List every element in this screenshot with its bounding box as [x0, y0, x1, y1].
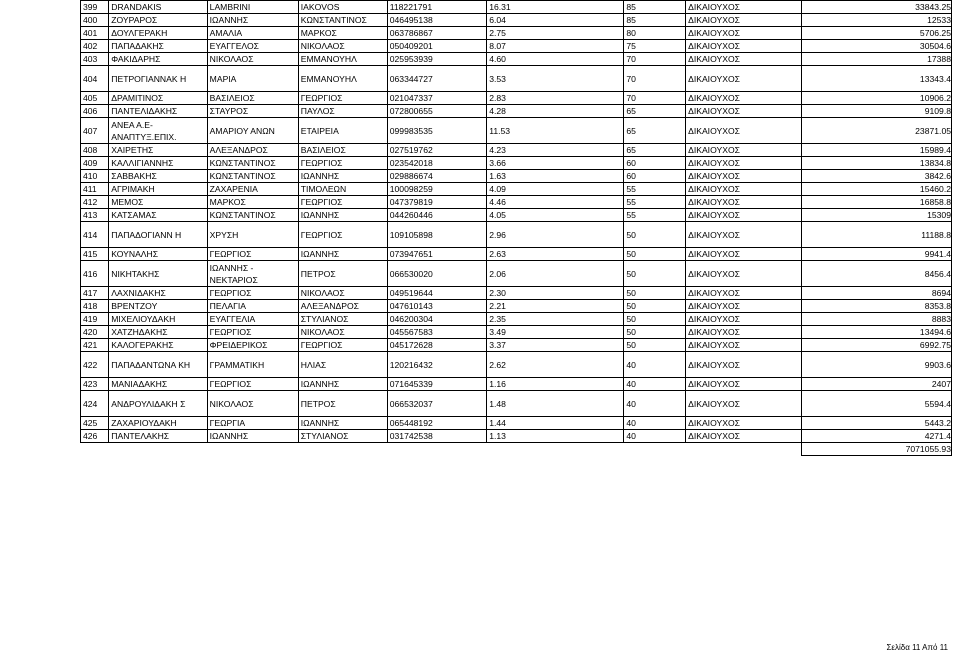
table-row	[81, 118, 952, 144]
amount-cell: 9109.8	[802, 105, 952, 118]
tax-id-cell: 118221791	[387, 1, 486, 14]
amount-cell: 33843.25	[802, 1, 952, 14]
score-cell: 3.37	[487, 339, 624, 352]
first-name-cell: ΠΕΛΑΓΙΑ	[207, 300, 298, 313]
tax-id-cell: 109105898	[387, 222, 486, 248]
total-row	[81, 443, 952, 456]
percentage-cell: 65	[624, 105, 686, 118]
table-row	[81, 352, 952, 378]
father-name-cell: ΕΜΜΑΝΟΥΗΛ	[298, 53, 387, 66]
surname-cell: ΝΙΚΗΤΑΚΗΣ	[109, 261, 207, 287]
first-name-cell: ΙΩΑΝΝΗΣ	[207, 430, 298, 443]
percentage-cell: 65	[624, 144, 686, 157]
first-name-cell: ΓΕΩΡΓΙΟΣ	[207, 248, 298, 261]
row-number: 423	[81, 378, 109, 391]
father-name-cell: ΠΕΤΡΟΣ	[298, 261, 387, 287]
tax-id-cell: 021047337	[387, 92, 486, 105]
score-cell: 4.23	[487, 144, 624, 157]
tax-id-cell: 045567583	[387, 326, 486, 339]
table-row	[81, 248, 952, 261]
blank-cell	[109, 443, 207, 456]
percentage-cell: 55	[624, 183, 686, 196]
first-name-cell: ΓΕΩΡΓΙΟΣ	[207, 326, 298, 339]
surname-cell: DRANDAKIS	[109, 1, 207, 14]
father-name-cell: ΗΛΙΑΣ	[298, 352, 387, 378]
amount-cell: 15309	[802, 209, 952, 222]
row-number: 418	[81, 300, 109, 313]
score-cell: 1.44	[487, 417, 624, 430]
status-cell: ΔΙΚΑΙΟΥΧΟΣ	[686, 261, 802, 287]
score-cell: 1.16	[487, 378, 624, 391]
father-name-cell: ΣΤΥΛΙΑΝΟΣ	[298, 430, 387, 443]
status-cell: ΔΙΚΑΙΟΥΧΟΣ	[686, 27, 802, 40]
surname-cell: ΖΑΧΑΡΙΟΥΔΑΚΗ	[109, 417, 207, 430]
surname-cell: ΔΡΑΜΙΤΙΝΟΣ	[109, 92, 207, 105]
first-name-cell: ΚΩΝΣΤΑΝΤΙΝΟΣ	[207, 209, 298, 222]
tax-id-cell: 046495138	[387, 14, 486, 27]
tax-id-cell: 099983535	[387, 118, 486, 144]
surname-cell: ΚΑΤΣΑΜΑΣ	[109, 209, 207, 222]
row-number: 402	[81, 40, 109, 53]
father-name-cell: ΠΕΤΡΟΣ	[298, 391, 387, 417]
father-name-cell: ΕΜΜΑΝΟΥΗΛ	[298, 66, 387, 92]
tax-id-cell: 065448192	[387, 417, 486, 430]
blank-cell	[81, 443, 109, 456]
surname-cell: ΑΝΕΑ Α.Ε- ΑΝΑΠΤΥΞ.ΕΠΙΧ.	[109, 118, 207, 144]
amount-cell: 5443.2	[802, 417, 952, 430]
tax-id-cell: 072800655	[387, 105, 486, 118]
percentage-cell: 55	[624, 209, 686, 222]
amount-cell: 13834.8	[802, 157, 952, 170]
row-number: 403	[81, 53, 109, 66]
table-row	[81, 391, 952, 417]
row-number: 426	[81, 430, 109, 443]
status-cell: ΔΙΚΑΙΟΥΧΟΣ	[686, 40, 802, 53]
status-cell: ΔΙΚΑΙΟΥΧΟΣ	[686, 391, 802, 417]
grand-total: 7071055.93	[802, 443, 952, 456]
row-number: 417	[81, 287, 109, 300]
tax-id-cell: 031742538	[387, 430, 486, 443]
surname-cell: ΜΙΧΕΛΙΟΥΔΑΚΗ	[109, 313, 207, 326]
first-name-cell: ΑΜΑΡΙΟΥ ΑΝΩΝ	[207, 118, 298, 144]
first-name-cell: ΙΩΑΝΝΗΣ - ΝΕΚΤΑΡΙΟΣ	[207, 261, 298, 287]
score-cell: 8.07	[487, 40, 624, 53]
amount-cell: 15460.2	[802, 183, 952, 196]
surname-cell: ΧΑΙΡΕΤΗΣ	[109, 144, 207, 157]
tax-id-cell: 029886674	[387, 170, 486, 183]
status-cell: ΔΙΚΑΙΟΥΧΟΣ	[686, 209, 802, 222]
surname-cell: ΚΟΥΝΑΛΗΣ	[109, 248, 207, 261]
row-number: 408	[81, 144, 109, 157]
status-cell: ΔΙΚΑΙΟΥΧΟΣ	[686, 417, 802, 430]
first-name-cell: ΓΡΑΜΜΑΤΙΚΗ	[207, 352, 298, 378]
score-cell: 2.96	[487, 222, 624, 248]
amount-cell: 3842.6	[802, 170, 952, 183]
row-number: 420	[81, 326, 109, 339]
percentage-cell: 60	[624, 170, 686, 183]
score-cell: 16.31	[487, 1, 624, 14]
blank-cell	[207, 443, 298, 456]
table-row	[81, 430, 952, 443]
percentage-cell: 40	[624, 417, 686, 430]
row-number: 412	[81, 196, 109, 209]
first-name-cell: ΒΑΣΙΛΕΙΟΣ	[207, 92, 298, 105]
row-number: 424	[81, 391, 109, 417]
percentage-cell: 55	[624, 196, 686, 209]
status-cell: ΔΙΚΑΙΟΥΧΟΣ	[686, 53, 802, 66]
amount-cell: 8694	[802, 287, 952, 300]
status-cell: ΔΙΚΑΙΟΥΧΟΣ	[686, 300, 802, 313]
father-name-cell: ΝΙΚΟΛΑΟΣ	[298, 40, 387, 53]
amount-cell: 17388	[802, 53, 952, 66]
score-cell: 2.83	[487, 92, 624, 105]
first-name-cell: ΚΩΝΣΤΑΝΤΙΝΟΣ	[207, 157, 298, 170]
table-row	[81, 105, 952, 118]
first-name-cell: ΓΕΩΡΓΙΑ	[207, 417, 298, 430]
surname-cell: ΚΑΛΟΓΕΡΑΚΗΣ	[109, 339, 207, 352]
tax-id-cell: 044260446	[387, 209, 486, 222]
first-name-cell: ΜΑΡΙΑ	[207, 66, 298, 92]
amount-cell: 12533	[802, 14, 952, 27]
score-cell: 1.13	[487, 430, 624, 443]
row-number: 413	[81, 209, 109, 222]
status-cell: ΔΙΚΑΙΟΥΧΟΣ	[686, 352, 802, 378]
status-cell: ΔΙΚΑΙΟΥΧΟΣ	[686, 196, 802, 209]
percentage-cell: 75	[624, 40, 686, 53]
tax-id-cell: 050409201	[387, 40, 486, 53]
surname-cell: ΒΡΕΝΤΖΟΥ	[109, 300, 207, 313]
surname-cell: ΚΑΛΛΙΓΙΑΝΝΗΣ	[109, 157, 207, 170]
percentage-cell: 50	[624, 222, 686, 248]
row-number: 410	[81, 170, 109, 183]
score-cell: 2.21	[487, 300, 624, 313]
status-cell: ΔΙΚΑΙΟΥΧΟΣ	[686, 287, 802, 300]
first-name-cell: ΑΛΕΞΑΝΔΡΟΣ	[207, 144, 298, 157]
table-row	[81, 209, 952, 222]
percentage-cell: 70	[624, 92, 686, 105]
table-row	[81, 14, 952, 27]
amount-cell: 8456.4	[802, 261, 952, 287]
status-cell: ΔΙΚΑΙΟΥΧΟΣ	[686, 326, 802, 339]
page-number: Σελίδα 11 Από 11	[886, 643, 948, 652]
first-name-cell: ΙΩΑΝΝΗΣ	[207, 14, 298, 27]
score-cell: 3.66	[487, 157, 624, 170]
score-cell: 4.46	[487, 196, 624, 209]
row-number: 405	[81, 92, 109, 105]
percentage-cell: 50	[624, 339, 686, 352]
row-number: 425	[81, 417, 109, 430]
tax-id-cell: 049519644	[387, 287, 486, 300]
percentage-cell: 85	[624, 1, 686, 14]
score-cell: 1.63	[487, 170, 624, 183]
tax-id-cell: 063786867	[387, 27, 486, 40]
table-row	[81, 222, 952, 248]
tax-id-cell: 047379819	[387, 196, 486, 209]
amount-cell: 13343.4	[802, 66, 952, 92]
row-number: 411	[81, 183, 109, 196]
table-body	[81, 1, 952, 443]
surname-cell: ΠΑΝΤΕΛΑΚΗΣ	[109, 430, 207, 443]
blank-cell	[487, 443, 624, 456]
percentage-cell: 70	[624, 53, 686, 66]
father-name-cell: ΙΩΑΝΝΗΣ	[298, 417, 387, 430]
amount-cell: 8883	[802, 313, 952, 326]
row-number: 407	[81, 118, 109, 144]
percentage-cell: 40	[624, 430, 686, 443]
status-cell: ΔΙΚΑΙΟΥΧΟΣ	[686, 170, 802, 183]
first-name-cell: ΦΡΕΙΔΕΡΙΚΟΣ	[207, 339, 298, 352]
first-name-cell: ΣΤΑΥΡΟΣ	[207, 105, 298, 118]
first-name-cell: ΑΜΑΛΙΑ	[207, 27, 298, 40]
surname-cell: ΖΟΥΡΑΡΟΣ	[109, 14, 207, 27]
father-name-cell: ΙΩΑΝΝΗΣ	[298, 248, 387, 261]
tax-id-cell: 066532037	[387, 391, 486, 417]
tax-id-cell: 027519762	[387, 144, 486, 157]
row-number: 401	[81, 27, 109, 40]
table-row	[81, 144, 952, 157]
father-name-cell: ΓΕΩΡΓΙΟΣ	[298, 222, 387, 248]
first-name-cell: ΖΑΧΑΡΕΝΙΑ	[207, 183, 298, 196]
score-cell: 11.53	[487, 118, 624, 144]
percentage-cell: 50	[624, 326, 686, 339]
amount-cell: 15989.4	[802, 144, 952, 157]
tax-id-cell: 120216432	[387, 352, 486, 378]
status-cell: ΔΙΚΑΙΟΥΧΟΣ	[686, 118, 802, 144]
tax-id-cell: 045172628	[387, 339, 486, 352]
amount-cell: 10906.2	[802, 92, 952, 105]
tax-id-cell: 063344727	[387, 66, 486, 92]
table-row	[81, 313, 952, 326]
table-row	[81, 378, 952, 391]
status-cell: ΔΙΚΑΙΟΥΧΟΣ	[686, 378, 802, 391]
status-cell: ΔΙΚΑΙΟΥΧΟΣ	[686, 313, 802, 326]
score-cell: 4.05	[487, 209, 624, 222]
tax-id-cell: 025953939	[387, 53, 486, 66]
score-cell: 3.49	[487, 326, 624, 339]
row-number: 419	[81, 313, 109, 326]
status-cell: ΔΙΚΑΙΟΥΧΟΣ	[686, 157, 802, 170]
first-name-cell: ΝΙΚΟΛΑΟΣ	[207, 53, 298, 66]
score-cell: 2.62	[487, 352, 624, 378]
surname-cell: ΣΑΒΒΑΚΗΣ	[109, 170, 207, 183]
father-name-cell: ΓΕΩΡΓΙΟΣ	[298, 92, 387, 105]
percentage-cell: 50	[624, 300, 686, 313]
tax-id-cell: 047610143	[387, 300, 486, 313]
surname-cell: ΑΓΡΙΜΑΚΗ	[109, 183, 207, 196]
percentage-cell: 65	[624, 118, 686, 144]
surname-cell: ΠΑΠΑΔΑΝΤΩΝΑ ΚΗ	[109, 352, 207, 378]
tax-id-cell: 073947651	[387, 248, 486, 261]
father-name-cell: ΝΙΚΟΛΑΟΣ	[298, 287, 387, 300]
first-name-cell: ΓΕΩΡΓΙΟΣ	[207, 378, 298, 391]
percentage-cell: 85	[624, 14, 686, 27]
table-row	[81, 261, 952, 287]
father-name-cell: ΝΙΚΟΛΑΟΣ	[298, 326, 387, 339]
score-cell: 2.75	[487, 27, 624, 40]
surname-cell: ΔΟΥΛΓΕΡΑΚΗ	[109, 27, 207, 40]
status-cell: ΔΙΚΑΙΟΥΧΟΣ	[686, 222, 802, 248]
table-row	[81, 300, 952, 313]
row-number: 406	[81, 105, 109, 118]
blank-cell	[387, 443, 486, 456]
first-name-cell: ΝΙΚΟΛΑΟΣ	[207, 391, 298, 417]
table-row	[81, 157, 952, 170]
tax-id-cell: 046200304	[387, 313, 486, 326]
table-row	[81, 1, 952, 14]
score-cell: 3.53	[487, 66, 624, 92]
score-cell: 4.60	[487, 53, 624, 66]
amount-cell: 8353.8	[802, 300, 952, 313]
table-row	[81, 170, 952, 183]
amount-cell: 16858.8	[802, 196, 952, 209]
table-row	[81, 66, 952, 92]
tax-id-cell: 071645339	[387, 378, 486, 391]
blank-cell	[624, 443, 686, 456]
father-name-cell: ΕΤΑΙΡΕΙΑ	[298, 118, 387, 144]
score-cell: 2.35	[487, 313, 624, 326]
table-row	[81, 27, 952, 40]
amount-cell: 9941.4	[802, 248, 952, 261]
surname-cell: ΜΑΝΙΑΔΑΚΗΣ	[109, 378, 207, 391]
amount-cell: 5594.4	[802, 391, 952, 417]
father-name-cell: ΙΩΑΝΝΗΣ	[298, 170, 387, 183]
table-row	[81, 183, 952, 196]
percentage-cell: 50	[624, 248, 686, 261]
tax-id-cell: 100098259	[387, 183, 486, 196]
score-cell: 4.09	[487, 183, 624, 196]
surname-cell: ΛΑΧΝΙΔΑΚΗΣ	[109, 287, 207, 300]
status-cell: ΔΙΚΑΙΟΥΧΟΣ	[686, 248, 802, 261]
surname-cell: ΠΑΝΤΕΛΙΔΑΚΗΣ	[109, 105, 207, 118]
score-cell: 6.04	[487, 14, 624, 27]
status-cell: ΔΙΚΑΙΟΥΧΟΣ	[686, 339, 802, 352]
amount-cell: 23871.05	[802, 118, 952, 144]
father-name-cell: ΚΩΝΣΤΑΝΤΙΝΟΣ	[298, 14, 387, 27]
status-cell: ΔΙΚΑΙΟΥΧΟΣ	[686, 14, 802, 27]
first-name-cell: ΧΡΥΣΗ	[207, 222, 298, 248]
row-number: 404	[81, 66, 109, 92]
status-cell: ΔΙΚΑΙΟΥΧΟΣ	[686, 183, 802, 196]
surname-cell: ΠΑΠΑΔΑΚΗΣ	[109, 40, 207, 53]
percentage-cell: 40	[624, 391, 686, 417]
father-name-cell: ΒΑΣΙΛΕΙΟΣ	[298, 144, 387, 157]
row-number: 414	[81, 222, 109, 248]
percentage-cell: 70	[624, 66, 686, 92]
percentage-cell: 50	[624, 261, 686, 287]
table-row	[81, 339, 952, 352]
row-number: 409	[81, 157, 109, 170]
first-name-cell: LAMBRINI	[207, 1, 298, 14]
percentage-cell: 80	[624, 27, 686, 40]
first-name-cell: ΜΑΡΚΟΣ	[207, 196, 298, 209]
tax-id-cell: 066530020	[387, 261, 486, 287]
status-cell: ΔΙΚΑΙΟΥΧΟΣ	[686, 144, 802, 157]
amount-cell: 9903.6	[802, 352, 952, 378]
score-cell: 4.28	[487, 105, 624, 118]
amount-cell: 30504.6	[802, 40, 952, 53]
amount-cell: 13494.6	[802, 326, 952, 339]
table-row	[81, 326, 952, 339]
row-number: 415	[81, 248, 109, 261]
tax-id-cell: 023542018	[387, 157, 486, 170]
table-row	[81, 287, 952, 300]
father-name-cell: ΠΑΥΛΟΣ	[298, 105, 387, 118]
amount-cell: 2407	[802, 378, 952, 391]
score-cell: 2.30	[487, 287, 624, 300]
surname-cell: ΧΑΤΖΗΔΑΚΗΣ	[109, 326, 207, 339]
table-row	[81, 196, 952, 209]
father-name-cell: ΓΕΩΡΓΙΟΣ	[298, 196, 387, 209]
score-cell: 1.48	[487, 391, 624, 417]
first-name-cell: ΚΩΝΣΤΑΝΤΙΝΟΣ	[207, 170, 298, 183]
table-row	[81, 53, 952, 66]
surname-cell: ΠΑΠΑΔΟΓΙΑΝΝ Η	[109, 222, 207, 248]
score-cell: 2.06	[487, 261, 624, 287]
beneficiaries-table	[80, 0, 952, 456]
percentage-cell: 60	[624, 157, 686, 170]
surname-cell: ΜΕΜΟΣ	[109, 196, 207, 209]
row-number: 416	[81, 261, 109, 287]
father-name-cell: ΙΩΑΝΝΗΣ	[298, 209, 387, 222]
father-name-cell: ΙΩΑΝΝΗΣ	[298, 378, 387, 391]
status-cell: ΔΙΚΑΙΟΥΧΟΣ	[686, 1, 802, 14]
father-name-cell: ΓΕΩΡΓΙΟΣ	[298, 339, 387, 352]
percentage-cell: 50	[624, 313, 686, 326]
blank-cell	[298, 443, 387, 456]
table-row	[81, 40, 952, 53]
first-name-cell: ΕΥΑΓΓΕΛΟΣ	[207, 40, 298, 53]
first-name-cell: ΓΕΩΡΓΙΟΣ	[207, 287, 298, 300]
surname-cell: ΑΝΔΡΟΥΛΙΔΑΚΗ Σ	[109, 391, 207, 417]
father-name-cell: ΜΑΡΚΟΣ	[298, 27, 387, 40]
father-name-cell: ΣΤΥΛΙΑΝΟΣ	[298, 313, 387, 326]
amount-cell: 5706.25	[802, 27, 952, 40]
father-name-cell: ΓΕΩΡΓΙΟΣ	[298, 157, 387, 170]
status-cell: ΔΙΚΑΙΟΥΧΟΣ	[686, 92, 802, 105]
amount-cell: 4271.4	[802, 430, 952, 443]
score-cell: 2.63	[487, 248, 624, 261]
first-name-cell: ΕΥΑΓΓΕΛΙΑ	[207, 313, 298, 326]
amount-cell: 6992.75	[802, 339, 952, 352]
row-number: 400	[81, 14, 109, 27]
status-cell: ΔΙΚΑΙΟΥΧΟΣ	[686, 66, 802, 92]
father-name-cell: ΑΛΕΞΑΝΔΡΟΣ	[298, 300, 387, 313]
row-number: 421	[81, 339, 109, 352]
father-name-cell: IAKOVOS	[298, 1, 387, 14]
table-row	[81, 92, 952, 105]
percentage-cell: 50	[624, 287, 686, 300]
percentage-cell: 40	[624, 378, 686, 391]
blank-cell	[686, 443, 802, 456]
father-name-cell: ΤΙΜΟΛΕΩΝ	[298, 183, 387, 196]
table-row	[81, 417, 952, 430]
status-cell: ΔΙΚΑΙΟΥΧΟΣ	[686, 105, 802, 118]
status-cell: ΔΙΚΑΙΟΥΧΟΣ	[686, 430, 802, 443]
surname-cell: ΠΕΤΡΟΓΙΑΝΝΑΚ Η	[109, 66, 207, 92]
percentage-cell: 40	[624, 352, 686, 378]
row-number: 422	[81, 352, 109, 378]
row-number: 399	[81, 1, 109, 14]
amount-cell: 11188.8	[802, 222, 952, 248]
surname-cell: ΦΑΚΙΔΑΡΗΣ	[109, 53, 207, 66]
